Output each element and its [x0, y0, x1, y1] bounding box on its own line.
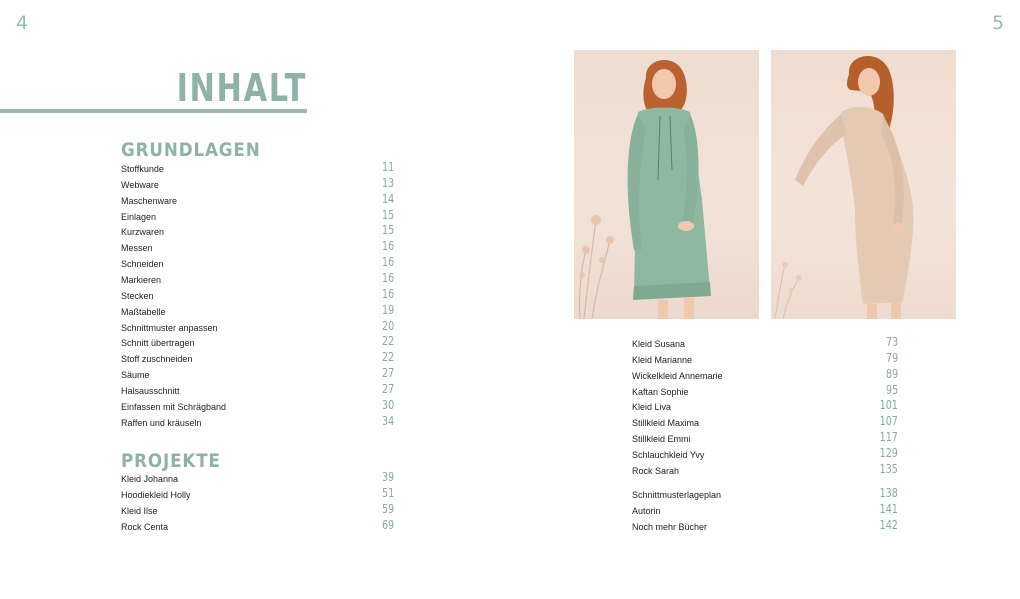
toc-entry — [632, 432, 898, 448]
toc-entry-page-number: 73 — [885, 335, 898, 349]
photo-hoodie-dress — [574, 50, 759, 319]
toc-entry-label: Stoffkunde — [121, 164, 164, 174]
toc-entry — [632, 366, 898, 385]
toc-entry-label: Kleid Ilse — [121, 505, 158, 516]
toc-entry — [121, 207, 394, 226]
toc-entry-label: Kleid Liva — [632, 402, 672, 413]
toc-entry-label: Schneiden — [121, 259, 164, 270]
toc-entry — [632, 448, 898, 464]
toc-entry-label: Schnittmuster anpassen — [121, 322, 218, 333]
toc-entry-label: Noch mehr Bücher — [632, 521, 708, 532]
toc-entry-page-number: 138 — [879, 486, 898, 500]
toc-entry — [121, 397, 394, 416]
toc-entry — [121, 517, 394, 536]
toc-entry-label: Stillkleid Maxima — [632, 418, 700, 429]
toc-entry-page-number: 135 — [879, 461, 898, 476]
toc-entry-label: Schlauchkleid Yvy — [632, 450, 705, 461]
toc-entry — [121, 336, 394, 352]
toc-entry-label: Rock Sarah — [632, 465, 680, 476]
toc-entry — [632, 350, 898, 369]
toc-entry-label: Schnittmusterlageplan — [632, 490, 722, 500]
toc-entry — [121, 501, 394, 520]
toc-entry-page-number: 22 — [381, 334, 394, 349]
page-number-left: 4 — [16, 12, 29, 34]
toc-entry-page-number: 95 — [885, 382, 898, 397]
toc-entry-label: Stillkleid Emmi — [632, 434, 691, 445]
toc-entry — [632, 382, 898, 401]
toc-entry — [121, 485, 394, 504]
toc-entry — [121, 162, 394, 178]
toc-entry-label: Maschenware — [121, 195, 178, 206]
toc-entry-label: Hoodiekleid Holly — [121, 489, 191, 500]
toc-entry-page-number: 142 — [879, 517, 898, 532]
toc-entry-label: Markieren — [121, 275, 162, 286]
toc-entry-page-number: 11 — [381, 160, 394, 174]
toc-entry-label: Einfassen mit Schrägband — [121, 401, 227, 412]
toc-entry — [632, 337, 898, 353]
toc-entry-page-number: 16 — [381, 239, 394, 254]
toc-entry-page-number: 59 — [381, 501, 394, 516]
toc-entry-label: Stecken — [121, 290, 154, 301]
page-number-right: 5 — [992, 12, 1005, 34]
toc-entry-page-number: 51 — [381, 485, 394, 500]
toc-entry-page-number: 22 — [381, 350, 394, 365]
toc-entry — [632, 517, 898, 536]
toc-entry — [121, 286, 394, 305]
toc-entry-label: Rock Centa — [121, 521, 169, 532]
toc-entry-page-number: 141 — [879, 501, 898, 516]
toc-entry-page-number: 101 — [879, 398, 898, 413]
toc-entry-label: Autorin — [632, 505, 661, 516]
toc-entry — [632, 488, 898, 504]
toc-entry — [121, 302, 394, 321]
toc-entry — [121, 191, 394, 210]
toc-entry-page-number: 117 — [879, 430, 898, 445]
toc-entry-page-number: 129 — [879, 446, 898, 461]
toc-entry-label: Wickelkleid Annemarie — [632, 370, 723, 381]
toc-entry-page-number: 14 — [381, 191, 394, 206]
toc-entry-label: Säume — [121, 370, 150, 381]
toc-entry — [121, 413, 394, 432]
toc-entry-label: Schnitt übertragen — [121, 338, 195, 349]
toc-entry — [121, 175, 394, 194]
toc-list-projekte — [121, 472, 394, 535]
toc-list-grundlagen — [121, 162, 394, 432]
toc-entry-label: Maßtabelle — [121, 306, 166, 317]
photo-hoodie-dress-illustration — [574, 50, 759, 319]
toc-entry — [632, 400, 898, 416]
toc-entry — [121, 368, 394, 384]
toc-entry-page-number: 27 — [381, 366, 394, 381]
toc-entry-label: Halsausschnitt — [121, 386, 180, 397]
toc-entry-page-number: 39 — [381, 470, 394, 484]
toc-entry-page-number: 107 — [879, 414, 898, 429]
page-title: INHALT — [176, 66, 307, 110]
toc-entry — [121, 241, 394, 257]
toc-entry-page-number: 16 — [381, 271, 394, 286]
toc-entry-label: Einlagen — [121, 211, 157, 222]
toc-entry-page-number: 69 — [381, 517, 394, 532]
toc-entry-page-number: 16 — [381, 255, 394, 270]
toc-entry — [121, 352, 394, 368]
toc-entry-label: Messen — [121, 243, 153, 254]
toc-entry — [121, 472, 394, 488]
toc-entry — [121, 318, 394, 337]
toc-entry-page-number: 13 — [381, 175, 394, 190]
toc-entry-label: Webware — [121, 179, 159, 190]
toc-entry-label: Kleid Johanna — [121, 474, 179, 484]
photo-beige-dress — [771, 50, 956, 319]
toc-entry-page-number: 79 — [885, 350, 898, 365]
toc-entry-page-number: 27 — [381, 382, 394, 397]
toc-entry-page-number: 34 — [381, 413, 394, 428]
section-title-grundlagen: GRUNDLAGEN — [121, 139, 261, 161]
toc-entry — [121, 384, 394, 400]
toc-entry-page-number: 16 — [381, 286, 394, 301]
toc-entry — [632, 501, 898, 520]
toc-entry-page-number: 20 — [381, 318, 394, 333]
toc-entry-label: Kurzwaren — [121, 227, 165, 238]
toc-list-anhang — [632, 488, 898, 536]
toc-entry-page-number: 30 — [381, 397, 394, 412]
toc-entry-label: Kleid Susana — [632, 339, 686, 349]
toc-entry — [632, 416, 898, 432]
toc-entry-label: Kaftan Sophie — [632, 386, 689, 397]
toc-entry — [121, 257, 394, 273]
toc-entry-page-number: 15 — [381, 207, 394, 222]
toc-entry-page-number: 89 — [885, 366, 898, 381]
toc-entry-label: Raffen und kräuseln — [121, 417, 202, 428]
toc-entry — [121, 273, 394, 289]
toc-entry-page-number: 19 — [381, 302, 394, 317]
toc-entry — [121, 225, 394, 241]
toc-entry — [632, 461, 898, 480]
toc-list-kleider — [632, 337, 898, 480]
toc-entry-label: Kleid Marianne — [632, 354, 693, 365]
toc-entry-label: Stoff zuschneiden — [121, 354, 193, 365]
photo-beige-dress-illustration — [771, 50, 956, 319]
toc-entry-page-number: 15 — [381, 223, 394, 238]
section-title-projekte: PROJEKTE — [121, 450, 221, 472]
